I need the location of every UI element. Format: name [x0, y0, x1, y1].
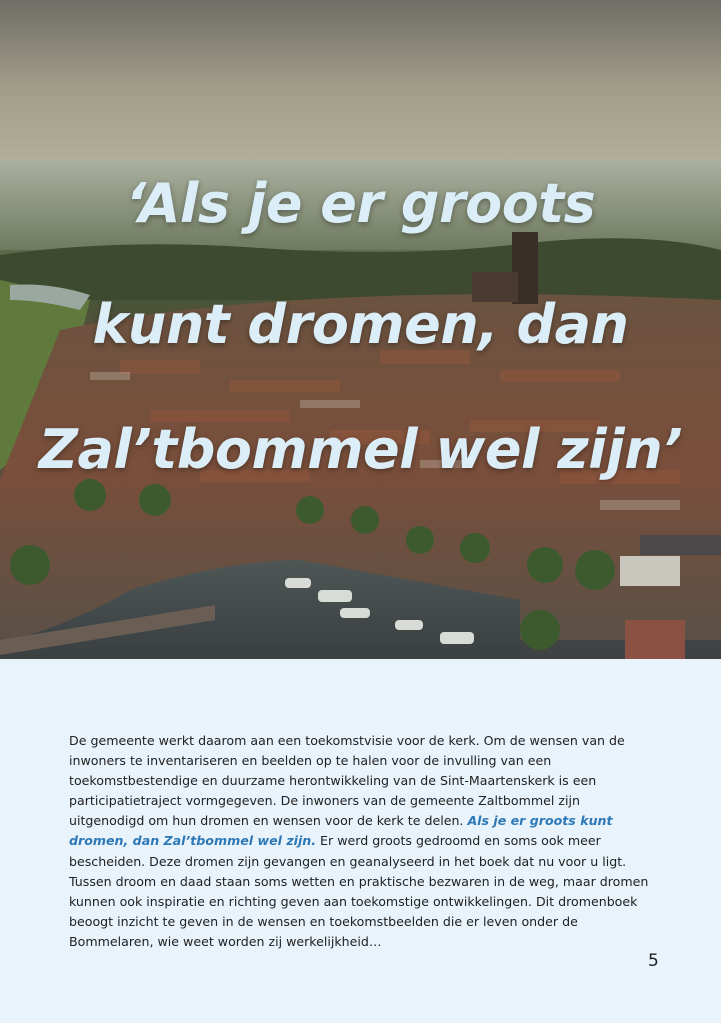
highlighted-quote: Als je er groots kunt dromen, dan Zal’tbommel wel zijn. — [69, 813, 613, 849]
page-number: 5 — [648, 951, 659, 971]
quote-line-2: kunt dromen, dan — [92, 293, 629, 356]
body-paragraph — [69, 731, 654, 952]
body-text-part-1: De gemeente werkt daarom aan een toekomstvisie voor de kerk. Om de wensen van de inwoners te inventariseren en beelden op te halen voor de invulling van een toekomstbestendige en duurzame herontwikkeling van de Sint-Maartenskerk is een participatietraject vormgegeven. De inwoners van de gemeente Zaltbommel zijn uitgenodigd om hun dromen en wensen voor de kerk te delen. — [69, 733, 625, 829]
quote-line-1: ‘Als je er groots — [125, 172, 596, 235]
quote-line-3: Zal’tbommel wel zijn’ — [38, 418, 683, 481]
body-text-part-2: Er werd groots gedroomd en soms ook meer bescheiden. Deze dromen zijn gevangen en geanalyseerd in het boek dat nu voor u ligt. Tussen droom en daad staan soms wetten en praktische bezwaren in de weg, maar dromen kunnen ook inspiratie en richting geven aan toekomstige ontwikkelingen. Dit dromenboek beoogt inzicht te geven in de wensen en toekomstbeelden die er leven onder de Bommelaren, wie weet worden zij werkelijkheid… — [69, 833, 649, 949]
